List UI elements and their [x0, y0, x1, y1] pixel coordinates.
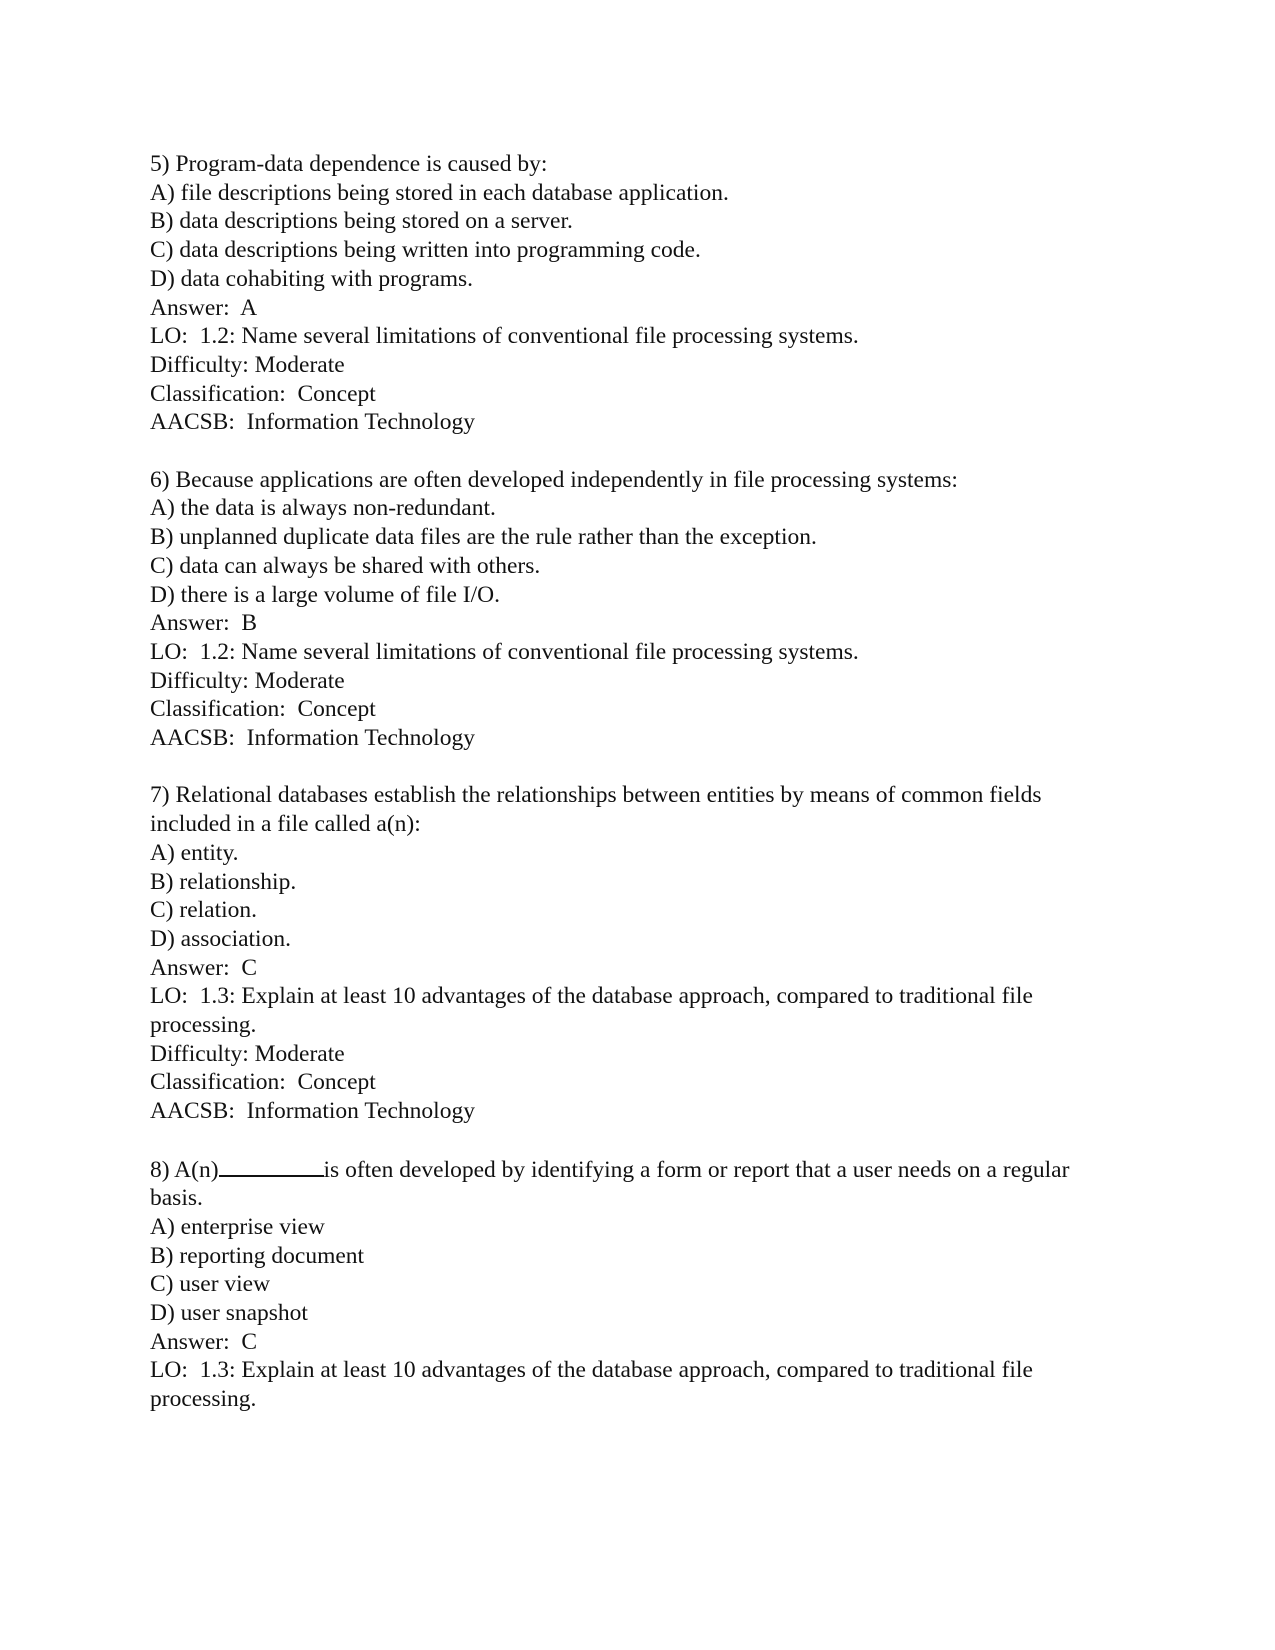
question-5	[150, 150, 1125, 437]
question-prompt	[150, 1155, 1125, 1213]
option-d: D) data cohabiting with programs.	[150, 265, 474, 292]
learning-objective: LO: 1.2: Name several limitations of conventional file processing systems.	[150, 638, 859, 665]
answer: Answer: A	[150, 294, 258, 321]
answer: Answer: C	[150, 954, 258, 981]
option-b: B) data descriptions being stored on a server.	[150, 208, 573, 235]
learning-objective: LO: 1.2: Name several limitations of conventional file processing systems.	[150, 323, 859, 350]
document-page	[150, 150, 1125, 1443]
classification: Classification: Concept	[150, 1069, 376, 1096]
classification: Classification: Concept	[150, 696, 376, 723]
learning-objective: LO: 1.3: Explain at least 10 advantages of the database approach, compared to traditional file processing.	[150, 1357, 1039, 1413]
option-c: C) user view	[150, 1271, 271, 1298]
option-a: A) file descriptions being stored in each database application.	[150, 179, 729, 206]
option-b: B) unplanned duplicate data files are the rule rather than the exception.	[150, 524, 817, 551]
option-a: A) enterprise view	[150, 1213, 325, 1240]
question-prompt: 5) Program-data dependence is caused by:	[150, 151, 548, 177]
option-a: A) entity.	[150, 839, 239, 866]
fill-in-blank	[219, 1155, 324, 1177]
difficulty: Difficulty: Moderate	[150, 351, 345, 378]
option-d: D) association.	[150, 925, 291, 952]
option-d: D) there is a large volume of file I/O.	[150, 581, 500, 608]
classification: Classification: Concept	[150, 380, 376, 407]
prompt-before-blank: 8) A(n)	[150, 1156, 219, 1183]
difficulty: Difficulty: Moderate	[150, 1040, 345, 1067]
option-d: D) user snapshot	[150, 1300, 308, 1327]
prompt-after-blank: is often developed by identifying a form or report that a user needs on a regular basis.	[150, 1156, 1076, 1212]
answer: Answer: C	[150, 1328, 258, 1355]
question-6	[150, 466, 1125, 753]
answer: Answer: B	[150, 610, 258, 637]
question-7	[150, 781, 1125, 1125]
question-prompt: 7) Relational databases establish the relationships between entities by means of common fields included in a file called a(n):	[150, 782, 1048, 838]
option-c: C) data descriptions being written into programming code.	[150, 237, 701, 264]
option-b: B) relationship.	[150, 868, 297, 895]
option-c: C) relation.	[150, 897, 258, 924]
difficulty: Difficulty: Moderate	[150, 667, 345, 694]
option-a: A) the data is always non-redundant.	[150, 495, 496, 522]
question-8	[150, 1155, 1125, 1414]
option-c: C) data can always be shared with others.	[150, 552, 541, 579]
aacsb: AACSB: Information Technology	[150, 409, 475, 436]
option-b: B) reporting document	[150, 1242, 365, 1269]
aacsb: AACSB: Information Technology	[150, 725, 475, 752]
learning-objective: LO: 1.3: Explain at least 10 advantages of the database approach, compared to traditional file processing.	[150, 983, 1039, 1039]
question-prompt: 6) Because applications are often developed independently in file processing systems:	[150, 466, 958, 493]
aacsb: AACSB: Information Technology	[150, 1098, 475, 1125]
